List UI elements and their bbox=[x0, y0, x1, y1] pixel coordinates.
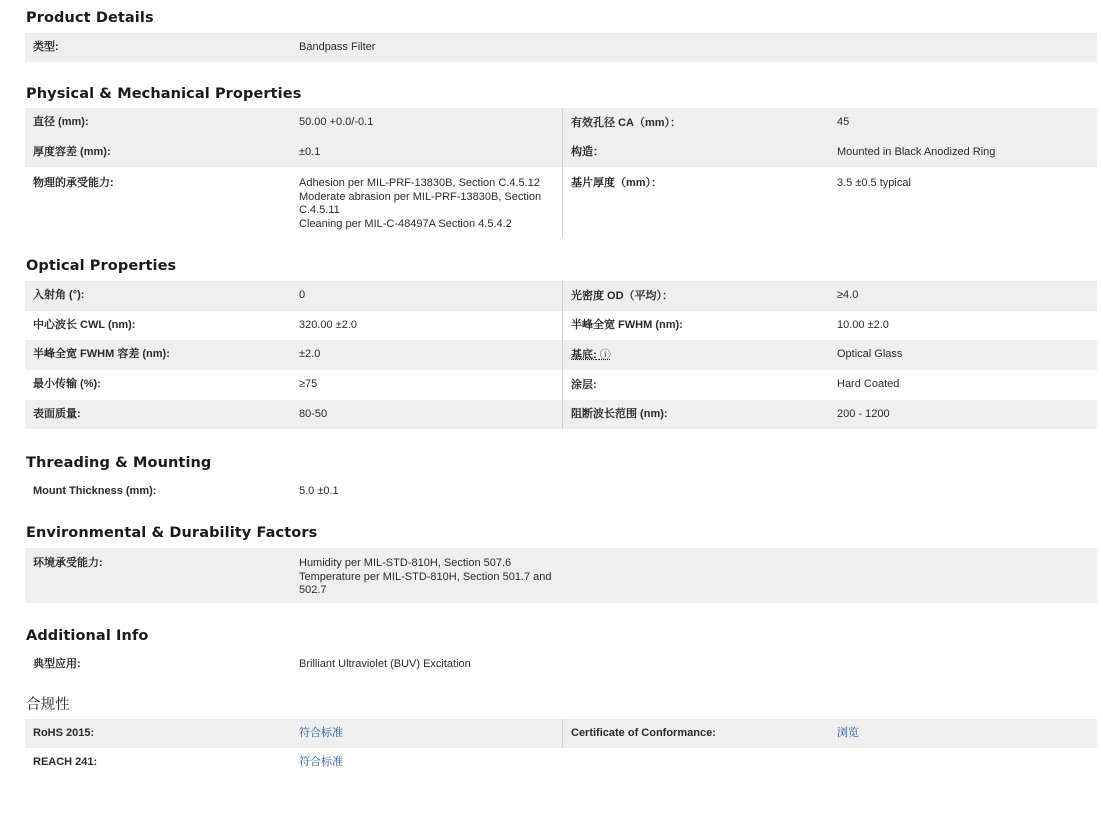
table-row bbox=[25, 477, 1097, 507]
spec-label: Mount Thickness (mm): bbox=[33, 485, 157, 498]
value-line: Humidity per MIL-STD-810H, Section 507.6 bbox=[299, 557, 512, 569]
section-title: Optical Properties bbox=[26, 258, 177, 274]
spec-label: 基片厚度（mm）： bbox=[562, 167, 829, 237]
table-row bbox=[25, 281, 1097, 311]
spec-label: RoHS 2015: bbox=[33, 726, 95, 739]
spec-value bbox=[292, 756, 562, 770]
table-row bbox=[25, 340, 1097, 370]
spec-value: 80-50 bbox=[299, 407, 328, 420]
spec-value: Hard Coated bbox=[837, 378, 900, 391]
spec-label: 半峰全宽 FWHM (nm): bbox=[562, 311, 829, 340]
spec-value: ±2.0 bbox=[299, 348, 321, 361]
table-row bbox=[25, 167, 1097, 237]
table-row bbox=[25, 548, 1097, 603]
spec-value bbox=[292, 548, 562, 603]
section-title: Physical & Mechanical Properties bbox=[26, 86, 302, 102]
spec-label bbox=[562, 340, 829, 370]
spec-value: ±0.1 bbox=[299, 145, 321, 158]
spec-label: 直径 (mm): bbox=[33, 116, 89, 129]
table-row bbox=[25, 311, 1097, 340]
value-line: Adhesion per MIL-PRF-13830B, Section C.4.5.12 bbox=[299, 177, 540, 189]
spec-label: 典型应用: bbox=[33, 658, 81, 671]
spec-value: ≥75 bbox=[299, 378, 318, 391]
spec-label: Certificate of Conformance: bbox=[562, 719, 829, 748]
spec-label: 光密度 OD（平均）： bbox=[562, 281, 829, 311]
spec-value: ≥4.0 bbox=[837, 289, 859, 302]
spec-value bbox=[292, 727, 562, 741]
section-product-details bbox=[25, 0, 1097, 62]
section-title: Threading & Mounting bbox=[26, 455, 212, 471]
spec-label: 涂层: bbox=[562, 370, 829, 400]
spec-value: 3.5 ±0.5 typical bbox=[837, 177, 911, 189]
spec-value bbox=[292, 167, 562, 237]
spec-label-text: 基底: bbox=[571, 349, 597, 361]
section-title: 合规性 bbox=[26, 697, 70, 713]
spec-label: 入射角 (°): bbox=[33, 289, 85, 302]
section-environmental-durability bbox=[25, 507, 1097, 603]
section-title: Product Details bbox=[26, 10, 154, 26]
info-icon: ⓘ bbox=[599, 349, 611, 361]
section-title: Additional Info bbox=[26, 628, 149, 644]
certificate-view-link[interactable]: 浏览 bbox=[837, 726, 859, 739]
spec-value: 10.00 ±2.0 bbox=[837, 318, 889, 331]
spec-label: 有效孔径 CA（mm）： bbox=[562, 108, 829, 138]
table-row bbox=[25, 138, 1097, 167]
spec-label: 类型: bbox=[33, 40, 59, 53]
spec-value: 320.00 ±2.0 bbox=[299, 318, 358, 331]
spec-value: 200 - 1200 bbox=[837, 407, 890, 420]
value-line: C.4.5.11 bbox=[299, 204, 340, 216]
spec-label: 中心波长 CWL (nm): bbox=[33, 318, 136, 331]
spec-label: 阻断波长范围 (nm): bbox=[562, 400, 829, 429]
spec-label: 构造： bbox=[562, 138, 829, 167]
table-row bbox=[25, 370, 1097, 400]
spec-label: 最小传输 (%): bbox=[33, 378, 101, 391]
table-row bbox=[25, 748, 1097, 778]
spec-value: 5.0 ±0.1 bbox=[299, 485, 339, 498]
spec-value: 0 bbox=[299, 289, 306, 302]
spec-label: 半峰全宽 FWHM 容差 (nm): bbox=[33, 348, 170, 361]
table-row bbox=[25, 400, 1097, 429]
table-row bbox=[25, 650, 1097, 680]
spec-value: Mounted in Black Anodized Ring bbox=[837, 145, 996, 158]
table-row bbox=[25, 33, 1097, 62]
spec-value bbox=[829, 727, 1097, 741]
reach-compliant-link[interactable]: 符合标准 bbox=[299, 756, 343, 769]
table-row bbox=[25, 108, 1097, 138]
table-row bbox=[25, 719, 1097, 748]
spec-label: REACH 241: bbox=[33, 756, 98, 769]
spec-value: Bandpass Filter bbox=[299, 40, 376, 53]
spec-label: 环境承受能力: bbox=[33, 557, 103, 569]
value-line: Moderate abrasion per MIL-PRF-13830B, Section bbox=[299, 190, 542, 203]
spec-value: 50.00 +0.0/-0.1 bbox=[299, 116, 374, 129]
value-line: 502.7 bbox=[299, 584, 327, 596]
value-line: Cleaning per MIL-C-48497A Section 4.5.4.2 bbox=[299, 217, 512, 230]
spec-value: 45 bbox=[837, 116, 850, 129]
spec-label: 物理的承受能力: bbox=[33, 177, 114, 189]
section-additional-info bbox=[25, 603, 1097, 680]
spec-label: 表面质量: bbox=[33, 407, 81, 420]
section-compliance bbox=[25, 680, 1097, 778]
section-optical bbox=[25, 237, 1097, 429]
spec-value: Brilliant Ultraviolet (BUV) Excitation bbox=[299, 658, 471, 671]
section-physical-mechanical bbox=[25, 62, 1097, 237]
spec-value: Optical Glass bbox=[837, 348, 903, 361]
value-line: Temperature per MIL-STD-810H, Section 501.7 and bbox=[299, 570, 552, 583]
substrate-info-link[interactable] bbox=[571, 349, 611, 361]
spec-label: 厚度容差 (mm): bbox=[33, 145, 111, 158]
rohs-compliant-link[interactable]: 符合标准 bbox=[299, 726, 343, 739]
section-title: Environmental & Durability Factors bbox=[26, 525, 318, 541]
section-threading-mounting bbox=[25, 429, 1097, 507]
